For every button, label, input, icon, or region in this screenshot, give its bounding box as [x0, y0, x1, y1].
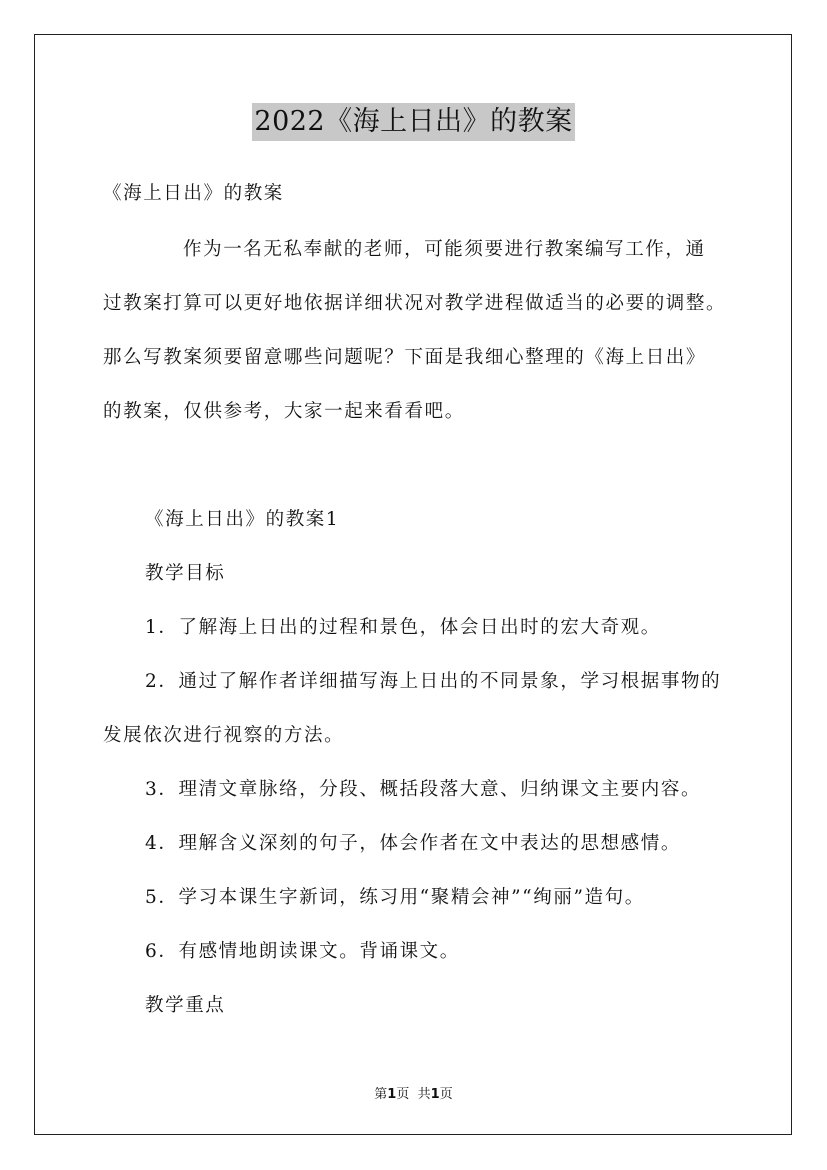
footer-total-suffix: 页: [439, 1087, 453, 1102]
intro-line-1: 作为一名无私奉献的老师，可能须要进行教案编写工作，通: [183, 239, 706, 260]
goal-item: 1．了解海上日出的过程和景色，体会日出时的宏大奇观。: [145, 617, 661, 638]
footer-page-number: 1: [387, 1087, 397, 1102]
goal-item: 4．理解含义深刻的句子，体会作者在文中表达的思想感情。: [145, 833, 681, 854]
goal-item: 5．学习本课生字新词，练习用“聚精会神”“绚丽”造句。: [145, 887, 645, 908]
goal-item-continuation: 发展依次进行视察的方法。: [103, 725, 345, 746]
footer-page-suffix: 页: [396, 1087, 410, 1102]
focus-heading: 教学重点: [145, 995, 226, 1016]
footer-total-prefix: 共: [417, 1087, 431, 1102]
page-footer: [0, 1083, 827, 1102]
intro-line-4: 的教案，仅供参考，大家一起来看看吧。: [103, 401, 465, 422]
footer-prefix: 第: [374, 1087, 388, 1102]
intro-line-2: 过教案打算可以更好地依据详细状况对教学进程做适当的必要的调整。: [103, 293, 727, 314]
title-container: [0, 103, 827, 141]
goal-item: 2．通过了解作者详细描写海上日出的不同景象，学习根据事物的: [145, 671, 722, 692]
section-heading: 《海上日出》的教案1: [145, 509, 340, 530]
intro-line-3: 那么写教案须要留意哪些问题呢？下面是我细心整理的《海上日出》: [103, 347, 707, 368]
goal-item: 6．有感情地朗读课文。背诵课文。: [145, 941, 460, 962]
document-title: 2022《海上日出》的教案: [252, 103, 574, 141]
document-subtitle: 《海上日出》的教案: [103, 183, 284, 204]
goals-heading: 教学目标: [145, 563, 226, 584]
goal-item: 3．理清文章脉络，分段、概括段落大意、归纳课文主要内容。: [145, 779, 702, 800]
footer-total-pages: 1: [430, 1087, 440, 1102]
